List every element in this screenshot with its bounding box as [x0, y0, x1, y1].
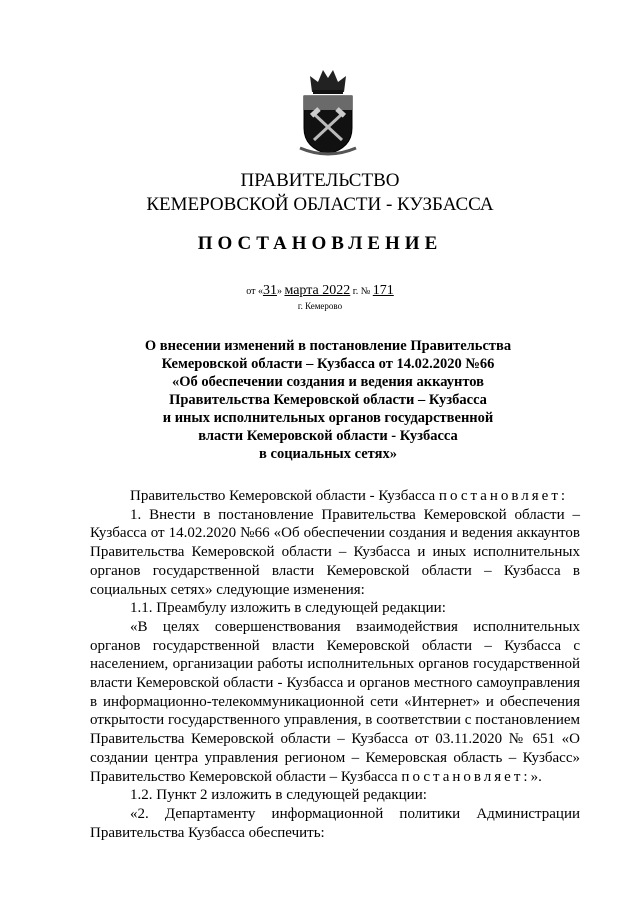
document-number: 171	[372, 283, 394, 298]
paragraph	[90, 487, 580, 506]
paragraph	[90, 618, 580, 786]
paragraph: 1. Внести в постановление Правительства Кемеровской области – Кузбасса от 14.02.2020 №66 «Об обеспечении создания и ведения аккаунтов Правительства Кемеровской области – Кузбасса и иных исполнительных органов государственной власти Кемеровской области – Кузбасса в социальных сетях» следующие изменения:	[90, 506, 580, 598]
title-line: Правительства Кемеровской области – Кузбасса	[169, 392, 487, 408]
title-line: и иных исполнительных органов государственной	[162, 410, 494, 426]
title-line: Кемеровской области – Кузбасса от 14.02.2020 №66	[161, 356, 495, 372]
paragraph-text: Правительство Кемеровской области - Кузбасса	[130, 488, 436, 504]
title-line: в социальных сетях»	[259, 446, 397, 462]
spaced-word: постановляет:	[438, 488, 569, 504]
document-title	[120, 337, 536, 463]
document-type: ПОСТАНОВЛЕНИЕ	[197, 233, 443, 254]
date-prefix: от «	[246, 286, 263, 297]
paragraph: «2. Департаменту информационной политики Администрации Правительства Кузбасса обеспечить:	[90, 805, 580, 841]
title-line: О внесении изменений в постановление Правительства	[144, 338, 512, 354]
paragraph: 1.2. Пункт 2 изложить в следующей редакции:	[130, 787, 427, 804]
title-line: власти Кемеровской области - Кузбасса	[198, 428, 458, 444]
date-quote: »	[276, 286, 282, 297]
title-line: «Об обеспечении создания и ведения аккаунтов	[171, 374, 485, 390]
paragraph: 1.1. Преамбулу изложить в следующей редакции:	[130, 600, 446, 617]
spaced-word: постановляет:	[401, 768, 531, 785]
date-line	[0, 283, 640, 299]
date-month-year: марта 2022	[284, 283, 351, 298]
paragraph-end: ».	[530, 768, 542, 785]
date-year-suffix: г.	[352, 286, 359, 297]
government-name-line1: ПРАВИТЕЛЬСТВО	[240, 170, 400, 191]
government-name-line2: КЕМЕРОВСКОЙ ОБЛАСТИ - КУЗБАССА	[146, 194, 494, 215]
place: г. Кемерово	[297, 301, 343, 311]
coat-of-arms-icon	[296, 62, 360, 158]
document-body	[90, 487, 580, 842]
date-day: 31	[262, 283, 277, 298]
number-sign: №	[360, 286, 371, 297]
paragraph-text: «В целях совершенствования взаимодействия исполнительных органов государственной власти Кемеровской области – Кузбасса с населением, организации работы исполнительных органов государственной власти Кемеровской области - Кузбасса и органов местного самоуправления в информационно-телекоммуникационной сети «Интернет» и обеспечения открытости государственного управления, в соответствии с постановлением Правительства Кемеровской области – Кузбасса от 03.11.2020 № 651 «О создании центра управления регионом – Кемеровская область – Кузбасс» Правительство Кемеровской области – Кузбасса	[90, 618, 580, 785]
